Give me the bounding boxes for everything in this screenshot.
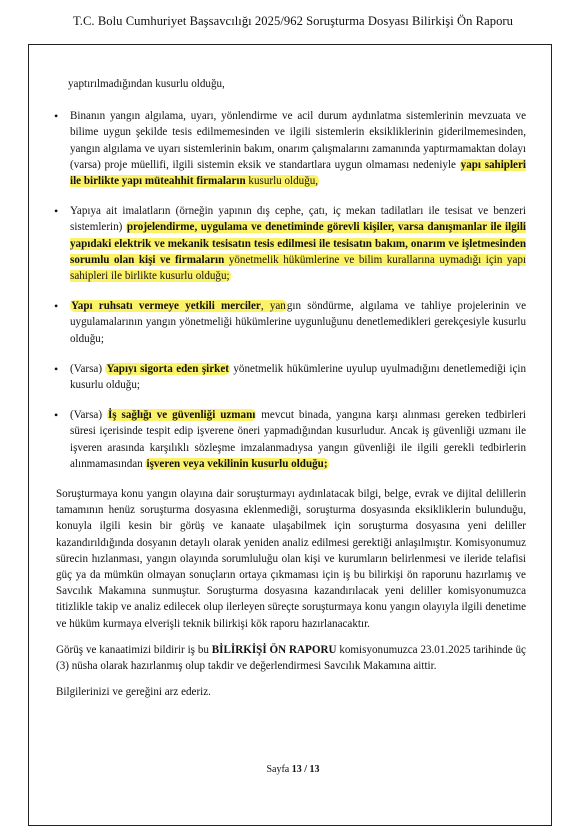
finding-item-5: • (Varsa) İş sağlığı ve güvenliği uzmanı mevcut binada, yangına karşı alınması gereken tedbirleri süresi içerisinde tespit edip işverene öneri yapmadığından kusurludur. Ancak iş güvenliği uzmanı ile işveren arasında karşılıklı sözleşme imzalanmadıysa yangın güvenliği ile ilgili gerekli tedbirlerin alınmamasından işveren veya vekilinin kusurlu olduğu; xyxy=(54,408,526,470)
continuation-text: yaptırılmadığından kusurlu olduğu, xyxy=(68,78,225,90)
finding-item-3: • Yapı ruhsatı vermeye yetkili merciler, yangın söndürme, algılama ve tahliye projelerinin ve uygulamalarının yangın yönetmeliği hükümlerine uygunluğunu denetlemedikleri gerekçesiyle kusurlu olduğu; xyxy=(54,299,526,345)
finding-item-1: • Binanın yangın algılama, uyarı, yönlendirme ve acil durum aydınlatma sistemlerinin mevzuata ve bilime uygun şekilde tesis edilmemesinden ve ilgili sistemlerin eksikliklerinin giderilmemesinden, yangın algılama ve uyarı sistemlerinin bakım, onarım çalışmalarını zamanında yaptırmamaktan dolayı (varsa) proje müellifi, ilgili sistemin eksik ve standartlara uygun olmaması nedeniyle yapı sahipleri ile birlikte yapı müteahhit firmaların kusurlu olduğu, xyxy=(54,109,526,188)
bullet-icon: • xyxy=(54,299,59,314)
finding-item-4: • (Varsa) Yapıyı sigorta eden şirket yönetmelik hükümlerine uyulup uyulmadığını denetlemediği için kusurlu olduğu; xyxy=(54,361,526,392)
highlight: işveren veya vekilinin kusurlu olduğu; xyxy=(146,457,328,470)
finding-item-2: • Yapıya ait imalatların (örneğin yapının dış cephe, çatı, iç mekan tadilatları ile tesisat ve benzeri sistemlerin) projelendirme, uygulama ve denetiminde görevli kişiler, varsa danışmanlar ile ilgili yapıdaki elektrik ve mekanik tesisatın tesis edilmesi ile tesisatın bakım, onarım ve işletmesinden sorumlu olan kişi ve firmaların yönetmelik hükümlerine ve bilim kurallarına uymadığı için yapı sahipleri ile birlikte kusurlu olduğu; xyxy=(54,204,527,283)
highlight: Yapıyı sigorta eden şirket xyxy=(106,362,229,375)
conclusion-paragraph: Görüş ve kanaatimizi bildirir iş bu BİLİRKİŞİ ÖN RAPORU komisyonumuzca 23.01.2025 tarihinde üç (3) nüsha olarak hazırlanmış olup takdir ve değerlendirmesi Savcılık Makamına aittir. xyxy=(56,643,526,673)
closing-line: Bilgilerinizi ve gereğini arz ederiz. xyxy=(56,686,211,699)
findings-list xyxy=(54,108,527,472)
bullet-icon: • xyxy=(54,109,59,124)
body-paragraph: Soruşturmaya konu yangın olayına dair soruşturmayı aydınlatacak bilgi, belge, evrak ve dijital delillerin tamamının henüz soruşturma dosyasına eklenmediği, soruşturma dosyasında eksikliklerin bulunduğu, konuyla ilgili kesin bir görüş ve kanaate ulaşabilmek için soruşturma dosyasına yeni deliller kazandırıldığında dosyanın detaylı olarak yeniden analiz edilmesi gerektiği anlaşılmıştır. Komisyonumuz sürecin hızlanması, yangın olayında sorumluluğu olan kişi ve kurumların belirlenmesi ve ileride telafisi güç ya da mümkün olmayan sonuçların ortaya çıkmaması için iş bu bilirkişi ön raporunu hazırlamış ve Savcılık Makamına sunmuştur. Soruşturma dosyasına kazandırılacak yeni deliller komisyonumuzca titizlikle takip ve analiz edilecek olup ilerleyen süreçte soruşturmaya konu yangın olayıyla ilgili denetime ve hüküm kurmaya elverişli teknik bilirkişi kök raporu hazırlanacaktır. xyxy=(56,488,526,630)
page-number: Sayfa 13 / 13 xyxy=(266,764,320,775)
highlight: projelendirme, uygulama ve denetiminde görevli kişiler, varsa danışmanlar ile ilgili yapıdaki elektrik ve mekanik tesisatın tesis edilmesi ile tesisatın bakım, onarım ve işletmesinden sorumlu olan kişi ve firmaların yönetmelik hükümlerine ve bilim kurallarına uymadığı için yapı sahipleri ile birlikte kusurlu olduğu; xyxy=(70,221,527,283)
bullet-icon: • xyxy=(54,408,59,423)
highlight: İş sağlığı ve güvenliği uzmanı xyxy=(107,409,256,422)
bullet-icon: • xyxy=(54,204,59,219)
highlight: Yapı ruhsatı vermeye yetkili merciler, yan xyxy=(71,300,286,313)
bullet-icon: • xyxy=(54,361,59,376)
page-header: T.C. Bolu Cumhuriyet Başsavcılığı 2025/962 Soruşturma Dosyası Bilirkişi Ön Raporu xyxy=(72,14,514,28)
report-body xyxy=(54,76,527,711)
highlight: yapı sahipleri ile birlikte yapı müteahhit firmaların kusurlu olduğu, xyxy=(70,158,526,188)
